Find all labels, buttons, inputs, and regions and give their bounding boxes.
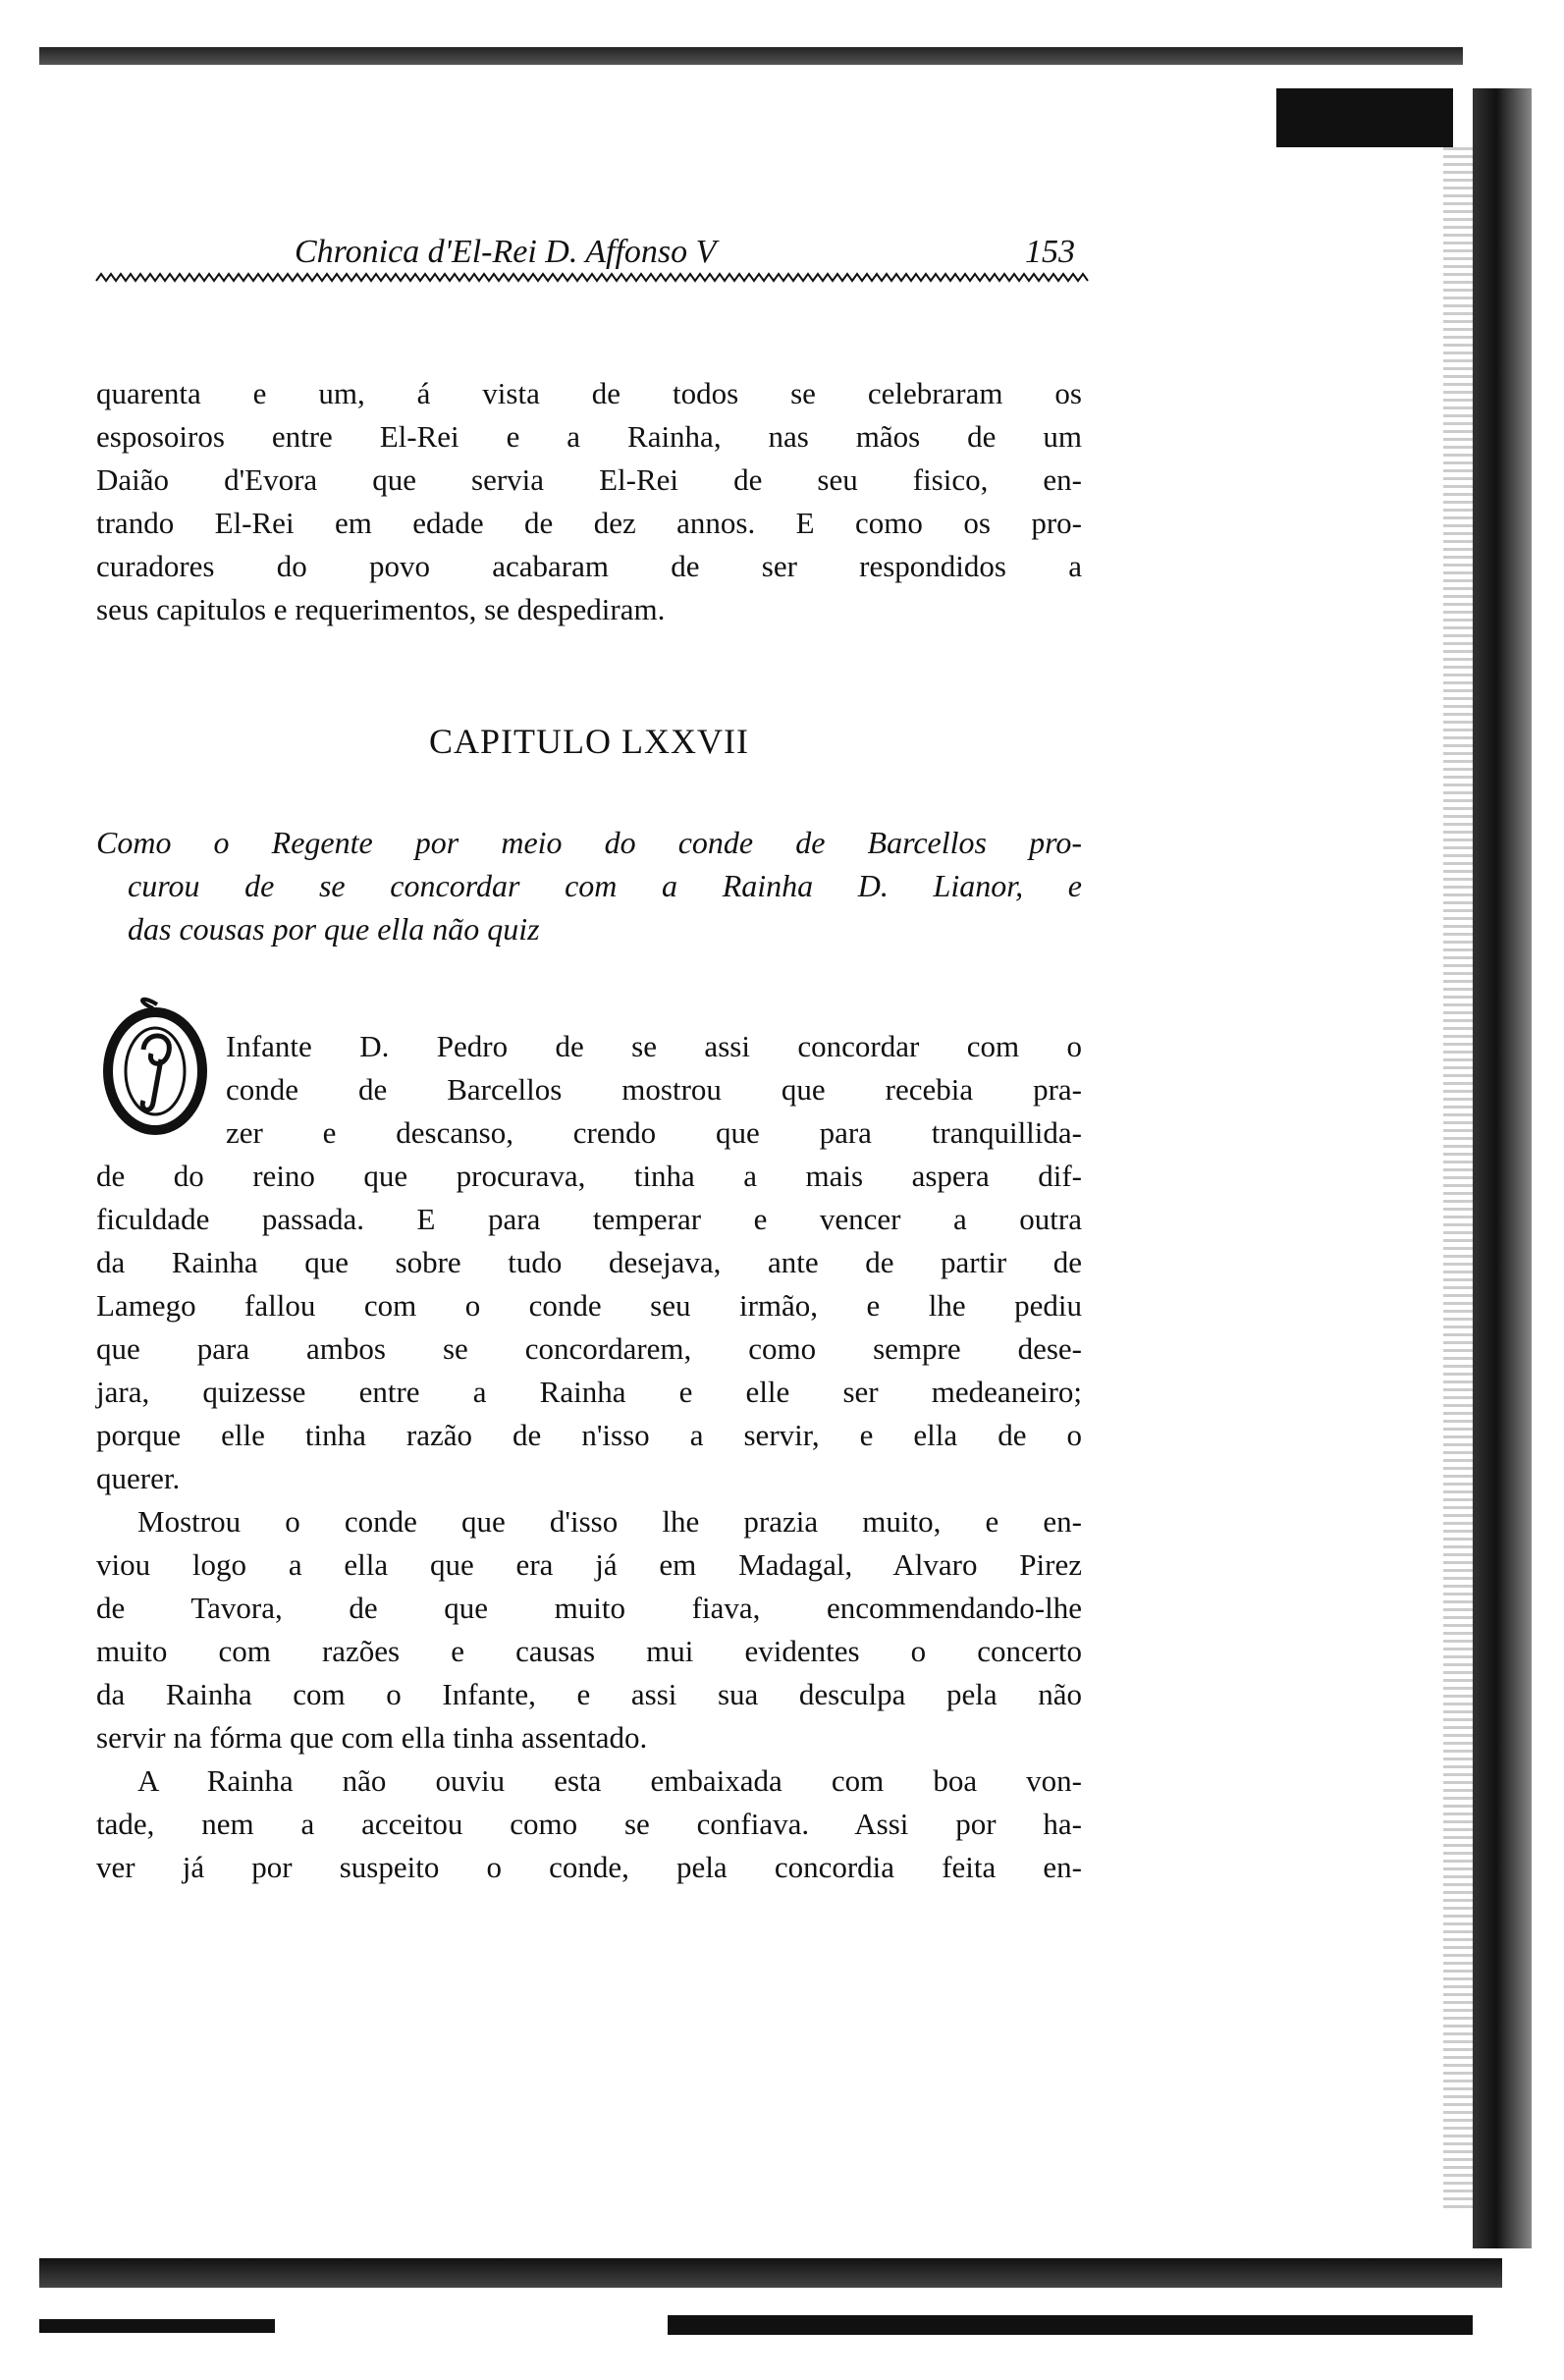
text-line: porque elle tinha razão de n'isso a servir, e ella de o xyxy=(96,1418,1082,1452)
text-line: Infante D. Pedro de se assi concordar com o xyxy=(226,1029,1082,1063)
text-line: da Rainha que sobre tudo desejava, ante de partir de xyxy=(96,1245,1082,1279)
subtitle-line: das cousas por que ella não quiz xyxy=(128,911,540,947)
text-line: viou logo a ella que era já em Madagal, Alvaro Pirez xyxy=(96,1547,1082,1582)
text-line: esposoiros entre El-Rei e a Rainha, nas mãos de um xyxy=(96,419,1082,454)
text-line: zer e descanso, crendo que para tranquillida- xyxy=(226,1115,1082,1150)
chapter-title: CAPITULO LXXVII xyxy=(429,722,749,761)
text-line: de Tavora, de que muito fiava, encommendando-lhe xyxy=(96,1591,1082,1625)
running-title: Chronica d'El-Rei D. Affonso V xyxy=(295,234,717,270)
page-number: 153 xyxy=(1025,234,1075,270)
subtitle-line: curou de se concordar com a Rainha D. Lianor, e xyxy=(128,868,1082,903)
scan-edge-bottom-lower-left xyxy=(39,2319,275,2333)
text-line: que para ambos se concordarem, como sempre dese- xyxy=(96,1331,1082,1366)
scan-edge-top xyxy=(39,47,1463,65)
text-line: ficuldade passada. E para temperar e vencer a outra xyxy=(96,1202,1082,1236)
scan-edge-right xyxy=(1473,88,1532,2248)
text-line: quarenta e um, á vista de todos se celebraram os xyxy=(96,376,1082,410)
text-line: jara, quizesse entre a Rainha e elle ser medeaneiro; xyxy=(96,1375,1082,1409)
text-line: curadores do povo acabaram de ser respondidos a xyxy=(96,549,1082,583)
text-line: ver já por suspeito o conde, pela concordia feita en- xyxy=(96,1850,1082,1884)
chapter-subtitle xyxy=(96,821,1082,950)
paragraph-2 xyxy=(96,1025,1082,1889)
text-line: trando El-Rei em edade de dez annos. E como os pro- xyxy=(96,506,1082,540)
scan-edge-right-texture xyxy=(1443,147,1473,2209)
text-line: de do reino que procurava, tinha a mais aspera dif- xyxy=(96,1159,1082,1193)
text-line: A Rainha não ouviu esta embaixada com boa von- xyxy=(137,1763,1082,1798)
text-line: conde de Barcellos mostrou que recebia pra- xyxy=(226,1072,1082,1107)
wavy-rule xyxy=(96,271,1082,285)
paragraph-1 xyxy=(96,372,1082,631)
scan-edge-bottom-lower-right xyxy=(668,2315,1473,2335)
scan-edge-top-right xyxy=(1276,88,1453,147)
text-line: seus capitulos e requerimentos, se despediram. xyxy=(96,592,666,626)
text-line: servir na fórma que com ella tinha assentado. xyxy=(96,1720,648,1755)
drop-cap-letter: O xyxy=(96,988,108,1004)
subtitle-line: Como o Regente por meio do conde de Barcellos pro- xyxy=(96,825,1082,860)
text-line: Daião d'Evora que servia El-Rei de seu fisico, en- xyxy=(96,462,1082,497)
scan-edge-bottom xyxy=(39,2258,1502,2288)
text-line: querer. xyxy=(96,1461,181,1495)
text-line: Mostrou o conde que d'isso lhe prazia muito, e en- xyxy=(137,1504,1082,1539)
text-line: Lamego fallou com o conde seu irmão, e lhe pediu xyxy=(96,1288,1082,1323)
text-line: tade, nem a acceitou como se confiava. Assi por ha- xyxy=(96,1807,1082,1841)
text-line: muito com razões e causas mui evidentes o concerto xyxy=(96,1634,1082,1668)
text-line: da Rainha com o Infante, e assi sua desculpa pela não xyxy=(96,1677,1082,1711)
